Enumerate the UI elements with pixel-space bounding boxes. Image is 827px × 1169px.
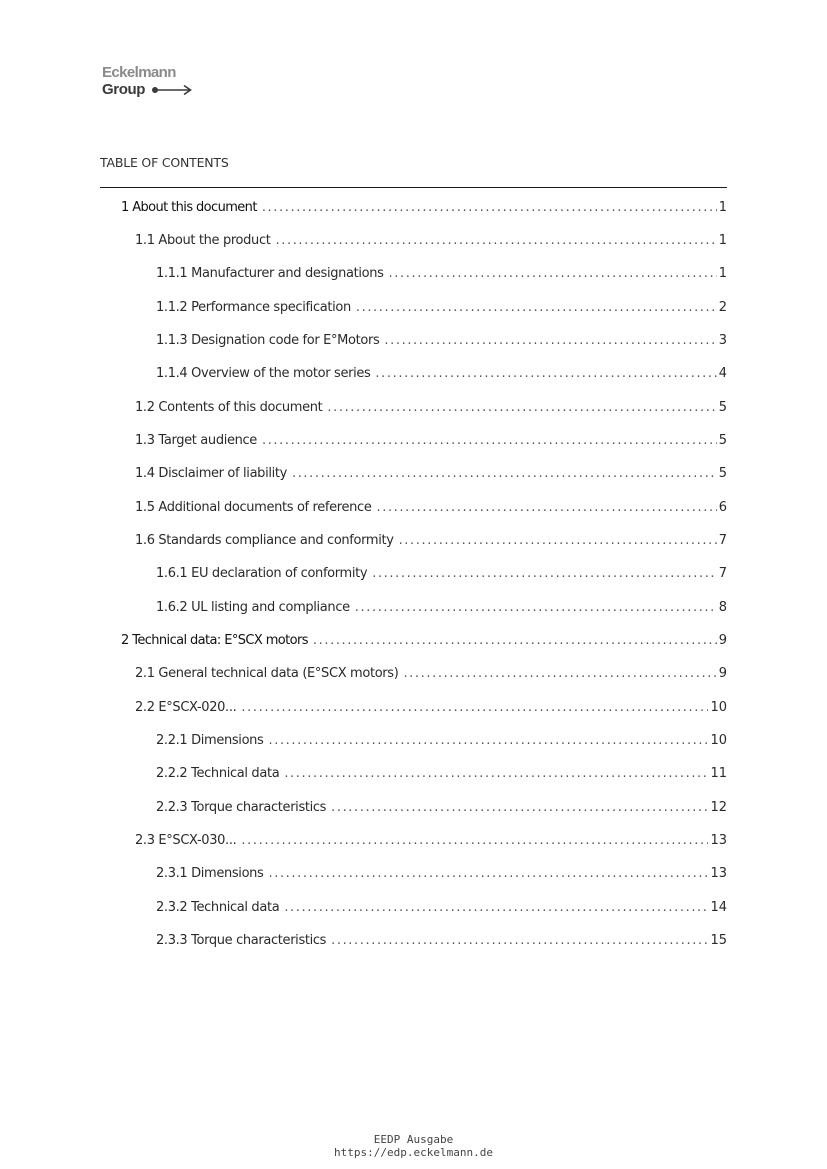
toc-entry-title: 2.3.1 Dimensions	[156, 866, 264, 881]
toc-entry-page: 1	[718, 200, 727, 215]
toc-entry[interactable]	[156, 266, 727, 284]
toc-entry[interactable]	[156, 933, 727, 951]
toc-dot-leader	[241, 833, 708, 848]
toc-entry-title: 1.1.1 Manufacturer and designations	[156, 266, 384, 281]
toc-dot-leader	[375, 366, 716, 381]
toc-dot-leader	[356, 300, 717, 315]
toc-entry-page: 12	[710, 800, 727, 815]
toc-entry[interactable]	[135, 666, 727, 684]
toc-entry-page: 11	[710, 766, 727, 781]
toc-entry[interactable]	[135, 466, 727, 484]
toc-dot-leader	[313, 633, 717, 648]
toc-entry-title: 2.3.3 Torque characteristics	[156, 933, 327, 948]
toc-dot-leader	[355, 600, 717, 615]
toc-entry-title: 2.2.2 Technical data	[156, 766, 280, 781]
toc-dot-leader	[241, 700, 708, 715]
toc-entry[interactable]	[135, 700, 727, 718]
toc-entry-page: 7	[718, 533, 727, 548]
toc-entry[interactable]	[156, 333, 727, 351]
toc-entry[interactable]	[156, 566, 727, 584]
toc-entry[interactable]	[156, 800, 727, 818]
toc-dot-leader	[331, 800, 708, 815]
toc-entry[interactable]	[156, 900, 727, 918]
toc-dot-leader	[372, 566, 717, 581]
toc-entry-page: 1	[718, 266, 727, 281]
toc-entry-title: 1.6.1 EU declaration of conformity	[156, 566, 368, 581]
toc-entry-page: 2	[718, 300, 727, 315]
toc-entry-title: 1.6 Standards compliance and conformity	[135, 533, 394, 548]
toc-entry-title: 2.2 E°SCX-020...	[135, 700, 237, 715]
toc-entry-title: 1.1.3 Designation code for E°Motors	[156, 333, 380, 348]
toc-heading: TABLE OF CONTENTS	[100, 155, 229, 170]
toc-entry-title: 1.1 About the product	[135, 233, 271, 248]
toc-entry-title: 1.4 Disclaimer of liability	[135, 466, 287, 481]
logo-text-group: Group	[102, 81, 145, 98]
toc-entry-title: 1.2 Contents of this document	[135, 400, 323, 415]
toc-entry[interactable]	[135, 833, 727, 851]
toc-entry[interactable]	[121, 200, 727, 218]
toc-entry-title: 1 About this document	[121, 200, 257, 215]
toc-entry-page: 9	[718, 666, 727, 681]
toc-entry[interactable]	[135, 500, 727, 518]
toc-entry[interactable]	[121, 633, 727, 651]
toc-entry-page: 5	[718, 433, 727, 448]
toc-entry-title: 1.3 Target audience	[135, 433, 257, 448]
toc-entry-page: 9	[718, 633, 727, 648]
toc-entry-page: 10	[710, 700, 727, 715]
toc-entry-title: 1.6.2 UL listing and compliance	[156, 600, 350, 615]
toc-entry-page: 5	[718, 400, 727, 415]
footer-url: https://edp.eckelmann.de	[334, 1146, 493, 1159]
toc-dot-leader	[284, 900, 708, 915]
toc-dot-leader	[327, 400, 716, 415]
toc-entry[interactable]	[135, 400, 727, 418]
toc-entry-page: 1	[718, 233, 727, 248]
toc-entry-page: 5	[718, 466, 727, 481]
toc-entry-title: 2.2.1 Dimensions	[156, 733, 264, 748]
toc-entry[interactable]	[156, 600, 727, 618]
toc-dot-leader	[262, 200, 717, 215]
toc-dot-leader	[389, 266, 717, 281]
toc-dot-leader	[403, 666, 716, 681]
toc-dot-leader	[384, 333, 716, 348]
toc-entry-title: 1.5 Additional documents of reference	[135, 500, 372, 515]
toc-entry-page: 13	[710, 866, 727, 881]
toc-dot-leader	[292, 466, 717, 481]
footer-edition-label: EEDP Ausgabe	[373, 1133, 454, 1146]
toc-entry[interactable]	[156, 300, 727, 318]
toc-entry[interactable]	[135, 533, 727, 551]
toc-dot-leader	[284, 766, 708, 781]
toc-dot-leader	[276, 233, 717, 248]
toc-dot-leader	[268, 733, 708, 748]
toc-dot-leader	[399, 533, 717, 548]
toc-dot-leader	[331, 933, 708, 948]
toc-entry-page: 13	[710, 833, 727, 848]
toc-entry-page: 6	[718, 500, 727, 515]
toc-entry-page: 14	[710, 900, 727, 915]
toc-dot-leader	[262, 433, 717, 448]
toc-entry-title: 2.3.2 Technical data	[156, 900, 280, 915]
toc-entry-page: 10	[710, 733, 727, 748]
toc-entry-page: 7	[718, 566, 727, 581]
toc-dot-leader	[268, 866, 708, 881]
toc-entry[interactable]	[135, 433, 727, 451]
toc-entry-title: 1.1.4 Overview of the motor series	[156, 366, 371, 381]
toc-dot-leader	[376, 500, 716, 515]
toc-entry-title: 2.2.3 Torque characteristics	[156, 800, 327, 815]
toc-entry-page: 3	[718, 333, 727, 348]
toc-entry-title: 2.1 General technical data (E°SCX motors)	[135, 666, 399, 681]
toc-entry[interactable]	[156, 766, 727, 784]
toc-entry-page: 8	[718, 600, 727, 615]
logo-text-eckelmann: Eckelmann	[102, 64, 176, 81]
toc-entry[interactable]	[156, 866, 727, 884]
toc-entry[interactable]	[156, 733, 727, 751]
toc-entry[interactable]	[135, 233, 727, 251]
toc-entry-title: 1.1.2 Performance specification	[156, 300, 351, 315]
toc-entry-title: 2 Technical data: E°SCX motors	[121, 633, 308, 648]
toc-entry-page: 15	[710, 933, 727, 948]
toc-entry-title: 2.3 E°SCX-030...	[135, 833, 237, 848]
toc-entry-page: 4	[718, 366, 727, 381]
toc-entry[interactable]	[156, 366, 727, 384]
page-footer	[0, 1133, 827, 1159]
